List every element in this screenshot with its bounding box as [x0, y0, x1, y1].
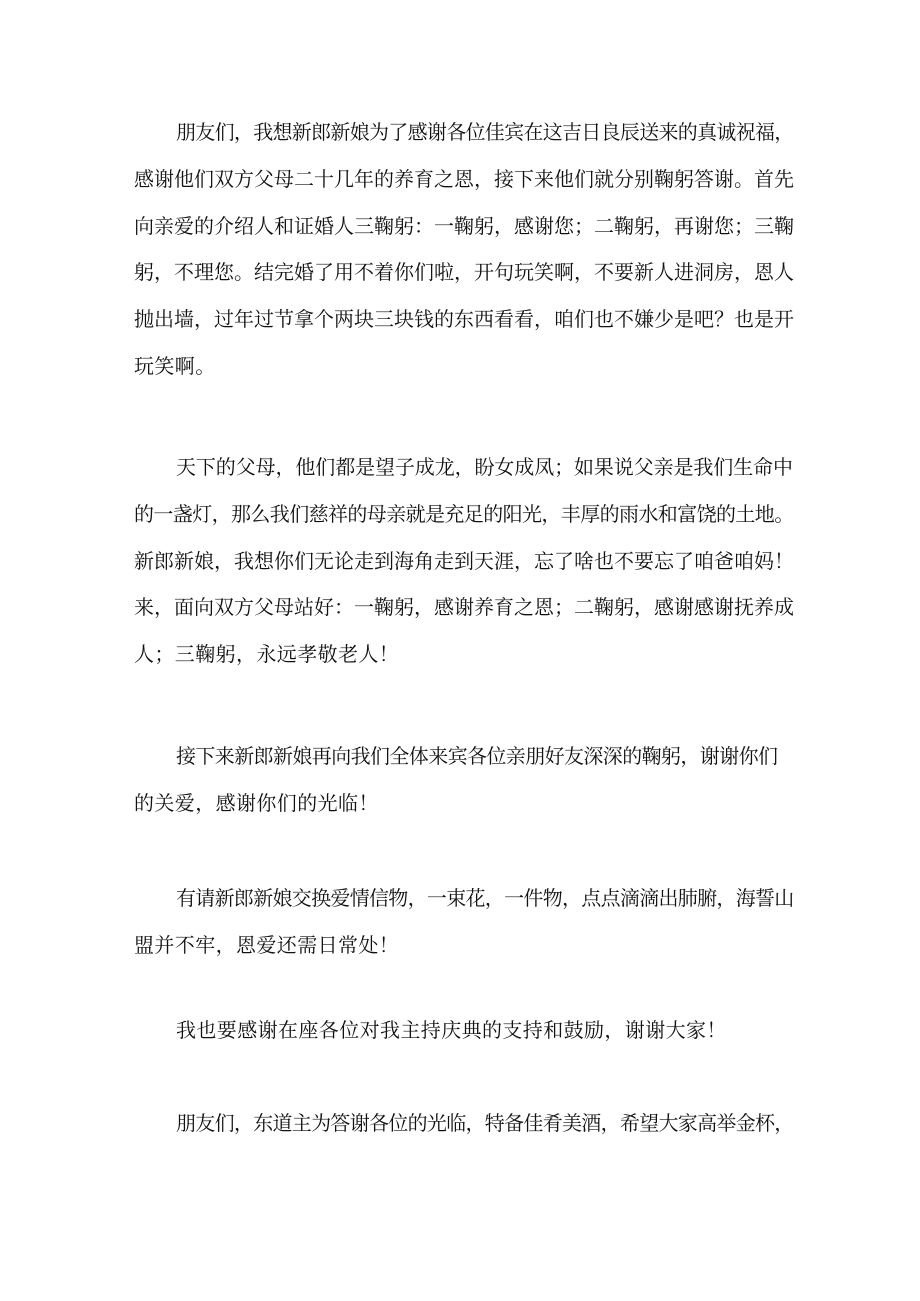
text-line: 有请新郎新娘交换爱情信物，一束花，一件物，点点滴滴出肺腑，海誓山	[176, 886, 794, 910]
text-line: 新郎新娘，我想你们无论走到海角走到天涯，忘了啥也不要忘了咱爸咱妈！	[134, 549, 794, 573]
text-line: 人；三鞠躬，永远孝敬老人！	[134, 642, 400, 666]
text-line: 朋友们，东道主为答谢各位的光临，特备佳肴美酒，希望大家高举金杯，	[176, 1111, 794, 1135]
text-line: 玩笑啊。	[134, 354, 216, 378]
text-line: 盟并不牢，恩爱还需日常处！	[134, 933, 400, 957]
text-line: 天下的父母，他们都是望子成龙，盼女成凤；如果说父亲是我们生命中	[176, 455, 793, 479]
text-line: 向亲爱的介绍人和证婚人三鞠躬：一鞠躬，感谢您；二鞠躬，再谢您；三鞠	[134, 214, 794, 238]
text-line: 抛出墙，过年过节拿个两块三块钱的东西看看，咱们也不嫌少是吧？也是开	[134, 307, 794, 331]
text-line: 感谢他们双方父母二十几年的养育之恩，接下来他们就分别鞠躬答谢。首先	[134, 167, 794, 191]
text-line: 朋友们，我想新郎新娘为了感谢各位佳宾在这吉日良辰送来的真诚祝福，	[176, 120, 794, 144]
text-line: 我也要感谢在座各位对我主持庆典的支持和鼓励，谢谢大家！	[176, 1018, 727, 1042]
text-line: 躬，不理您。结完婚了用不着你们啦，开句玩笑啊，不要新人进洞房，恩人	[134, 260, 794, 284]
text-line: 的关爱，感谢你们的光临！	[134, 791, 379, 815]
text-line: 接下来新郎新娘再向我们全体来宾各位亲朋好友深深的鞠躬，谢谢你们	[176, 744, 778, 768]
text-line: 来，面向双方父母站好：一鞠躬，感谢养育之恩；二鞠躬，感谢感谢抚养成	[134, 595, 794, 619]
text-line: 的一盏灯，那么我们慈祥的母亲就是充足的阳光，丰厚的雨水和富饶的土地。	[134, 502, 794, 526]
